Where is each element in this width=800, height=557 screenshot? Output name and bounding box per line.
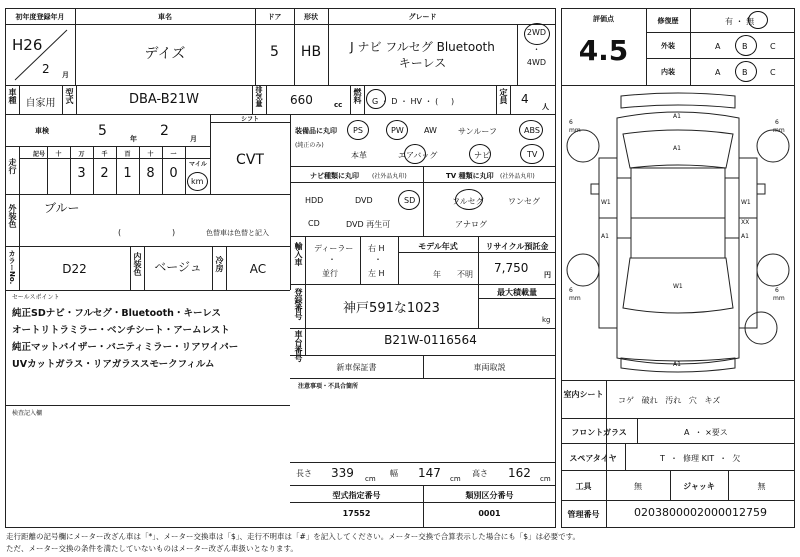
tire-rl-depth: 6 — [569, 287, 573, 294]
manual: 車両取説 — [473, 363, 506, 372]
pw-circle — [386, 120, 408, 140]
tire-fr-depth: 6 — [775, 119, 779, 126]
mark-right-xx: XX — [741, 219, 750, 226]
color-no-value: D22 — [62, 262, 87, 276]
tv-title: TV 種類に丸印 — [446, 172, 494, 180]
use-value: 自家用 — [25, 98, 56, 109]
mileage-digit-5: 0 — [169, 166, 178, 181]
jack-value: 無 — [757, 482, 766, 491]
mark-right-front: W1 — [741, 199, 751, 206]
mark-rear-w1: W1 — [673, 283, 683, 290]
front-bumper — [621, 93, 735, 108]
roof-front — [631, 168, 725, 218]
mile-label: マイル — [189, 161, 207, 168]
inspection-year-unit: 年 — [130, 135, 137, 143]
width-label: 幅 — [390, 469, 398, 478]
reg-label: 登録番号 — [294, 288, 303, 320]
shift-value: CVT — [236, 152, 264, 168]
model-year-unknown: 不明 — [457, 270, 473, 279]
tire-rr-depth: 6 — [775, 287, 779, 294]
mileage-unit-4: 十 — [147, 151, 154, 158]
notes-label: 注意事項・不具合箇所 — [298, 383, 359, 390]
mileage-symbol-label: 記号 — [33, 151, 46, 158]
displacement-value: 660 — [290, 93, 313, 107]
fuel-label: 燃料 — [353, 88, 362, 104]
equip-leather: 本革 — [351, 151, 367, 160]
recycle-label: リサイクル預託金 — [485, 242, 549, 251]
model-label: 型式 — [65, 88, 74, 104]
first-reg-year: H26 — [12, 36, 43, 54]
import-left-h: 左 H — [368, 269, 385, 278]
navi-sd: SD — [404, 196, 416, 205]
mgmt-value: 0203800002000012759 — [634, 506, 767, 519]
mileage-digit-3: 1 — [123, 166, 132, 181]
abs-circle — [519, 120, 543, 140]
inspection-month: 2 — [160, 123, 169, 139]
mileage-label: 走行 — [8, 158, 17, 174]
inspection-label: 車検 — [35, 127, 49, 135]
mark-right-rear-a1: A1 — [741, 233, 749, 240]
tv-sub: (社外品丸印) — [500, 173, 535, 180]
tire-fl-depth: 6 — [569, 119, 573, 126]
color-value: ブルー — [44, 201, 80, 215]
mileage-unit-3: 百 — [124, 151, 131, 158]
tv-circle — [520, 144, 544, 164]
navi-cd: CD — [308, 219, 320, 228]
drive-4wd: 4WD — [526, 58, 547, 67]
mileage-digit-2: 2 — [100, 166, 109, 181]
model-year-label: モデル年式 — [418, 242, 458, 251]
tv-analog: アナログ — [455, 220, 487, 229]
recycle-unit: 円 — [544, 271, 551, 279]
equip-aw: AW — [424, 126, 437, 135]
equip-ps: PS — [353, 126, 363, 135]
mark-front: A1 — [673, 113, 681, 120]
mileage-unit-1: 万 — [78, 151, 85, 158]
cooler-label: 冷房 — [215, 256, 224, 272]
navi-hdd: HDD — [305, 196, 324, 205]
navi-dvd-play: DVD 再生可 — [346, 220, 391, 229]
car-name-label: 車名 — [158, 13, 172, 21]
interior-seat-label: 室内シート — [563, 390, 604, 399]
interior-color-value: ベージュ — [154, 260, 202, 274]
tools-label: 工具 — [575, 482, 592, 491]
doors-value: 5 — [270, 44, 279, 60]
mark-hood: A1 — [673, 145, 681, 152]
grade-label: グレード — [408, 13, 437, 21]
repair-none-circle — [748, 11, 768, 29]
import-dot: ・ — [328, 255, 336, 264]
type-no-label: 型式指定番号 — [332, 491, 381, 500]
capacity-label: 定員 — [499, 88, 508, 104]
import-label: 輸入車 — [294, 242, 303, 266]
drive-dot: ・ — [532, 45, 541, 54]
tire-fl-unit: mm — [569, 127, 581, 134]
displacement-unit: cc — [334, 101, 343, 109]
fuel-gasoline-circle — [366, 89, 386, 109]
reg-value: 神戸591な1023 — [343, 301, 440, 316]
tire-front-right — [757, 130, 789, 162]
class-no-label: 類別区分番号 — [465, 491, 514, 500]
max-load-label: 最大積載量 — [497, 288, 537, 297]
tire-rear-right — [757, 254, 789, 286]
spare-tire-options: T ・ 修理 KIT ・ 欠 — [660, 454, 741, 463]
roof-rear — [631, 218, 725, 258]
equip-abs: ABS — [524, 126, 540, 135]
shape-value: HB — [300, 44, 322, 60]
km-label: km — [191, 177, 204, 186]
tire-rear-left — [567, 254, 599, 286]
color-paren: ( ) — [118, 228, 176, 237]
front-glass-label: フロントガラス — [571, 428, 627, 437]
shape-label: 形状 — [304, 13, 318, 21]
length-label: 長さ — [296, 469, 312, 478]
type-no-value: 17552 — [342, 509, 371, 518]
exterior-b: B — [742, 42, 748, 51]
spare-tire-label: スペアタイヤ — [569, 454, 617, 463]
cooler-value: AC — [249, 262, 267, 276]
grade-line2: キーレス — [398, 56, 447, 70]
mark-left-rear: A1 — [601, 233, 609, 240]
first-reg-month-unit: 月 — [62, 71, 69, 79]
height-unit: cm — [540, 475, 551, 483]
km-circle — [187, 172, 208, 191]
exterior-b-circle — [735, 35, 757, 56]
score-value: 4.5 — [578, 34, 629, 67]
shift-label: シフト — [240, 116, 259, 123]
tire-fr-unit: mm — [773, 127, 785, 134]
exterior-label: 外装 — [661, 42, 675, 50]
mileage-unit-0: 十 — [55, 151, 62, 158]
interior-label: 内装 — [661, 68, 675, 76]
use-label: 車種 — [8, 88, 17, 104]
mileage-unit-5: 一 — [170, 151, 177, 158]
import-dealer: ディーラー — [314, 244, 354, 253]
equip-pw: PW — [391, 126, 404, 135]
recycle-value: 7,750 — [494, 261, 529, 275]
import-dot2: ・ — [374, 255, 382, 264]
color-no-label: カラーNo. — [8, 250, 16, 285]
door-label: ドア — [267, 13, 282, 21]
inspection-notes-label: 検査記入欄 — [12, 410, 43, 417]
equipment-title: 装備品に丸印 — [295, 127, 337, 135]
repair-options: 有 ・ 無 — [725, 17, 755, 26]
tools-value: 無 — [634, 482, 642, 491]
height-label: 高さ — [472, 469, 488, 478]
displacement-label: 排気量 — [255, 86, 263, 107]
interior-seat-options: コゲ 破れ 汚れ 穴 キズ — [618, 396, 721, 405]
footer-line-1: 走行距離の記号欄にメーター改ざん車は「*」、メーター交換車は「$」、走行不明車は「#」を記入してください。メーター交換で合算表示した場合にも「$」は必要です。 — [6, 532, 580, 541]
airbag-circle — [404, 144, 426, 164]
sales-points-label: セールスポイント — [12, 294, 60, 301]
repair-label: 修復歴 — [657, 17, 679, 25]
car-name-value: デイズ — [144, 46, 186, 62]
color-note: 色替車は色替と記入 — [206, 229, 269, 237]
equip-tv: TV — [527, 150, 538, 159]
right-side-panel — [739, 158, 757, 328]
mileage-digit-1: 3 — [77, 166, 86, 181]
import-right-h: 右 H — [368, 244, 385, 253]
equip-airbag: エアバッグ — [398, 151, 438, 160]
mileage-digit-4: 8 — [146, 166, 155, 181]
model-year-unit: 年 — [433, 270, 441, 279]
mark-left-front: W1 — [601, 199, 611, 206]
color-label: 外装色 — [8, 204, 17, 228]
chassis-value: B21W-0116564 — [384, 333, 477, 347]
equipment-sub: (純正のみ) — [295, 142, 324, 149]
front-glass-options: A ・ ×要ス — [684, 428, 728, 437]
jack-label: ジャッキ — [683, 482, 715, 491]
tire-rr-unit: mm — [773, 295, 785, 302]
mgmt-label: 管理番号 — [567, 510, 600, 519]
chassis-label: 車台番号 — [294, 330, 303, 362]
height-value: 162 — [508, 466, 531, 480]
tv-fullseg-circle — [455, 189, 483, 210]
sales-line-3: 純正マットバイザー・バニティミラー・リアワイパー — [12, 342, 239, 353]
grade-line1: J ナビ フルセグ Bluetooth — [350, 40, 495, 54]
footer-line-2: ただ、メーター交換の条件を満たしていないものはメーター改ざん車扱いとなります。 — [6, 544, 298, 553]
length-unit: cm — [365, 475, 376, 483]
exterior-c: C — [770, 42, 776, 51]
fuel-options: G ・ D ・ HV ・ ( ) — [372, 97, 455, 106]
class-no-value: 0001 — [478, 509, 501, 518]
sales-line-4: UVカットガラス・リアガラススモークフィルム — [12, 359, 215, 370]
ps-circle — [347, 120, 369, 140]
navi-dvd: DVD — [355, 196, 373, 205]
sales-line-2: オートリトラミラー・ベンチシート・アームレスト — [12, 325, 230, 336]
navi-title: ナビ種類に丸印 — [310, 172, 359, 180]
exterior-a: A — [715, 42, 721, 51]
inspection-month-unit: 月 — [190, 135, 197, 143]
equip-sunroof: サンルーフ — [458, 127, 497, 136]
import-parallel: 並行 — [322, 269, 338, 278]
score-label: 評価点 — [593, 15, 614, 23]
tv-fullseg: フルセグ — [452, 197, 484, 206]
navi-circle — [469, 144, 491, 164]
first-reg-month: 2 — [42, 62, 50, 76]
first-reg-label: 初年度登録年月 — [15, 13, 65, 21]
tire-rl-unit: mm — [569, 295, 581, 302]
interior-c: C — [770, 68, 776, 77]
width-value: 147 — [418, 466, 441, 480]
mark-rear-bumper: A1 — [673, 361, 681, 368]
equip-navi: ナビ — [474, 151, 490, 160]
new-warranty: 新車保証書 — [336, 363, 377, 372]
left-side-panel — [599, 158, 617, 328]
navi-sd-circle — [398, 190, 420, 210]
length-value: 339 — [331, 466, 354, 480]
model-value: DBA-B21W — [128, 92, 200, 107]
interior-b-circle — [735, 61, 757, 82]
mileage-unit-2: 千 — [101, 151, 108, 158]
interior-a: A — [715, 68, 721, 77]
interior-color-label: 内装色 — [133, 252, 142, 276]
tv-oneseg: ワンセグ — [508, 197, 540, 206]
width-unit: cm — [450, 475, 461, 483]
navi-sub: (社外品丸印) — [372, 173, 407, 180]
max-load-unit: kg — [542, 316, 551, 324]
inspection-year: 5 — [98, 123, 107, 139]
interior-b: B — [742, 68, 748, 77]
sales-line-1: 純正SDナビ・フルセグ・Bluetooth・キーレス — [12, 308, 221, 319]
capacity-unit: 人 — [542, 103, 549, 111]
tire-front-left — [567, 130, 599, 162]
capacity-value: 4 — [521, 92, 529, 106]
car-damage-diagram — [561, 88, 795, 378]
drive-2wd: 2WD — [526, 28, 547, 37]
